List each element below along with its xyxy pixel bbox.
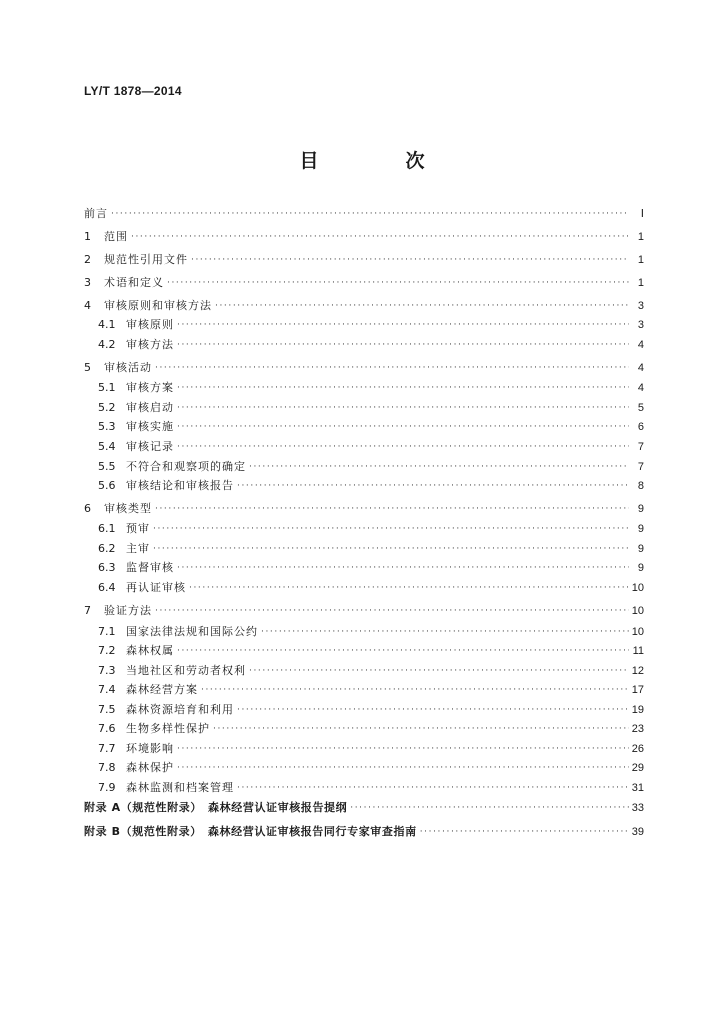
toc-entry[interactable] — [98, 660, 644, 678]
toc-leader-dots — [177, 742, 629, 756]
toc-leader-dots — [155, 361, 629, 375]
toc-entry-title: 审核记录 — [126, 440, 174, 453]
toc-entry[interactable] — [98, 314, 644, 332]
toc-leader-dots — [191, 253, 629, 267]
toc-entry-number: 6.2 — [98, 542, 116, 555]
toc-entry-title: 审核类型 — [104, 502, 152, 515]
toc-entry-page: 9 — [637, 523, 644, 535]
toc-entry-number: 7.9 — [98, 781, 116, 794]
toc-entry[interactable] — [98, 397, 644, 415]
toc-entry-page: 29 — [631, 762, 644, 774]
toc-entry[interactable] — [98, 538, 644, 556]
toc-leader-dots — [215, 299, 629, 313]
toc-entry-number: 6.4 — [98, 581, 116, 594]
toc-leader-dots — [153, 522, 629, 536]
toc-entry-page: 4 — [637, 339, 644, 351]
toc-leader-dots — [249, 664, 629, 678]
toc-entry[interactable] — [98, 577, 644, 595]
toc-entry-title: 前言 — [84, 207, 108, 220]
toc-entry-title: 审核原则 — [126, 318, 174, 331]
toc-leader-dots — [237, 703, 629, 717]
toc-leader-dots — [177, 420, 629, 434]
toc-leader-dots — [155, 502, 629, 516]
toc-entry[interactable] — [98, 699, 644, 717]
toc-entry-title: 范围 — [104, 230, 128, 243]
toc-entry-page: 1 — [637, 277, 644, 289]
toc-entry-page: 9 — [637, 562, 644, 574]
toc-leader-dots — [177, 338, 629, 352]
toc-entry-title: 不符合和观察项的确定 — [126, 460, 246, 473]
toc-entry-page: 1 — [637, 254, 644, 266]
toc-entry[interactable] — [84, 249, 644, 267]
toc-entry-number: 2 — [84, 253, 91, 266]
toc-entry[interactable] — [84, 295, 644, 313]
toc-entry-number: 7.8 — [98, 761, 116, 774]
toc-entry-title: 监督审核 — [126, 561, 174, 574]
toc-leader-dots — [177, 381, 629, 395]
toc-entry-title: 国家法律法规和国际公约 — [126, 625, 258, 638]
toc-leader-dots — [261, 625, 629, 639]
toc-entry-page: 9 — [637, 543, 644, 555]
toc-entry[interactable] — [98, 416, 644, 434]
toc-entry[interactable] — [98, 475, 644, 493]
standard-code: LY/T 1878—2014 — [84, 84, 182, 98]
toc-entry-page: 9 — [637, 503, 644, 515]
toc-entry-title: 附录 B（规范性附录） 森林经营认证审核报告同行专家审查指南 — [84, 825, 417, 838]
toc-leader-dots — [131, 230, 629, 244]
toc-entry-page: 19 — [631, 704, 644, 716]
toc-entry-page: 3 — [637, 300, 644, 312]
toc-entry[interactable] — [98, 757, 644, 775]
toc-entry-number: 5.4 — [98, 440, 116, 453]
toc-leader-dots — [177, 561, 629, 575]
toc-entry-title: 附录 A（规范性附录） 森林经营认证审核报告提纲 — [84, 801, 348, 814]
toc-entry-page: 33 — [631, 802, 644, 814]
toc-entry-title: 森林资源培育和利用 — [126, 703, 234, 716]
toc-entry-title: 审核结论和审核报告 — [126, 479, 234, 492]
toc-leader-dots — [237, 479, 629, 493]
toc-entry[interactable] — [98, 456, 644, 474]
toc-leader-dots — [201, 683, 629, 697]
toc-entry-number: 7.5 — [98, 703, 116, 716]
toc-entry[interactable] — [84, 797, 644, 815]
toc-entry-title: 规范性引用文件 — [104, 253, 188, 266]
toc-entry-number: 7.6 — [98, 722, 116, 735]
toc-entry-number: 6.1 — [98, 522, 116, 535]
toc-entry-page: 12 — [631, 665, 644, 677]
toc-entry-title: 生物多样性保护 — [126, 722, 210, 735]
toc-entry-number: 6.3 — [98, 561, 116, 574]
toc-entry-page: 26 — [631, 743, 644, 755]
toc-entry[interactable] — [98, 738, 644, 756]
toc-entry-number: 1 — [84, 230, 91, 243]
toc-entry-number: 5.3 — [98, 420, 116, 433]
toc-entry[interactable] — [98, 436, 644, 454]
toc-entry-title: 审核活动 — [104, 361, 152, 374]
toc-leader-dots — [167, 276, 629, 290]
toc-entry-number: 4.2 — [98, 338, 116, 351]
toc-entry-title: 当地社区和劳动者权利 — [126, 664, 246, 677]
toc-entry[interactable] — [98, 334, 644, 352]
toc-entry-number: 4.1 — [98, 318, 116, 331]
toc-entry-number: 7.7 — [98, 742, 116, 755]
toc-entry-page: 7 — [637, 461, 644, 473]
toc-entry-number: 4 — [84, 299, 91, 312]
toc-entry[interactable] — [84, 821, 644, 839]
toc-entry[interactable] — [98, 718, 644, 736]
toc-entry[interactable] — [98, 777, 644, 795]
toc-entry-number: 7.4 — [98, 683, 116, 696]
toc-entry-number: 7.1 — [98, 625, 116, 638]
toc-leader-dots — [177, 644, 629, 658]
toc-entry-page: 7 — [637, 441, 644, 453]
toc-entry[interactable] — [98, 621, 644, 639]
toc-entry-page: 17 — [631, 684, 644, 696]
toc-entry-page: 1 — [637, 231, 644, 243]
toc-entry-title: 主审 — [126, 542, 150, 555]
toc-entry-number: 6 — [84, 502, 91, 515]
toc-entry-title: 审核方案 — [126, 381, 174, 394]
toc-leader-dots — [111, 207, 629, 221]
toc-entry-title: 审核启动 — [126, 401, 174, 414]
toc-entry-page: 10 — [631, 626, 644, 638]
toc-leader-dots — [155, 604, 629, 618]
toc-leader-dots — [420, 825, 629, 839]
toc-entry-number: 5.2 — [98, 401, 116, 414]
toc-leader-dots — [177, 440, 629, 454]
toc-entry[interactable] — [98, 679, 644, 697]
toc-entry-page: 5 — [637, 402, 644, 414]
toc-leader-dots — [153, 542, 629, 556]
toc-entry-number: 5.1 — [98, 381, 116, 394]
toc-leader-dots — [189, 581, 629, 595]
toc-entry-title: 森林经营方案 — [126, 683, 198, 696]
toc-entry-title: 森林权属 — [126, 644, 174, 657]
toc-entry[interactable] — [98, 518, 644, 536]
toc-entry[interactable] — [84, 357, 644, 375]
toc-entry-page: 39 — [631, 826, 644, 838]
toc-entry-page: 4 — [637, 382, 644, 394]
toc-entry[interactable] — [84, 498, 644, 516]
toc-entry-title: 审核实施 — [126, 420, 174, 433]
toc-entry-number: 5 — [84, 361, 91, 374]
toc-entry[interactable] — [98, 557, 644, 575]
toc-leader-dots — [213, 722, 629, 736]
toc-entry-number: 3 — [84, 276, 91, 289]
toc-entry-number: 5.6 — [98, 479, 116, 492]
toc-entry-title: 验证方法 — [104, 604, 152, 617]
toc-leader-dots — [237, 781, 629, 795]
toc-entry-page: 11 — [632, 645, 644, 657]
toc-entry-title: 审核原则和审核方法 — [104, 299, 212, 312]
toc-entry[interactable] — [98, 377, 644, 395]
toc-entry[interactable] — [84, 203, 644, 221]
page-title: 目 次 — [299, 150, 459, 172]
toc-leader-dots — [177, 318, 629, 332]
toc-entry-title: 再认证审核 — [126, 581, 186, 594]
toc-entry-page: 6 — [637, 421, 644, 433]
toc-leader-dots — [249, 460, 629, 474]
toc-entry-page: 31 — [631, 782, 644, 794]
toc-entry-title: 预审 — [126, 522, 150, 535]
toc-entry[interactable] — [98, 640, 644, 658]
toc-entry-page: 10 — [631, 582, 644, 594]
toc-entry-number: 7.3 — [98, 664, 116, 677]
toc-entry-title: 环境影响 — [126, 742, 174, 755]
toc-leader-dots — [177, 401, 629, 415]
toc-entry-page: 10 — [631, 605, 644, 617]
toc-entry[interactable] — [84, 272, 644, 290]
toc-entry-number: 7.2 — [98, 644, 116, 657]
toc-entry-page: Ⅰ — [640, 208, 644, 220]
toc-entry-number: 5.5 — [98, 460, 116, 473]
toc-entry-page: 8 — [637, 480, 644, 492]
toc-entry-page: 4 — [637, 362, 644, 374]
toc-entry-title: 森林保护 — [126, 761, 174, 774]
toc-entry-page: 3 — [637, 319, 644, 331]
toc-entry-number: 7 — [84, 604, 91, 617]
toc-leader-dots — [350, 801, 629, 815]
toc-entry-title: 术语和定义 — [104, 276, 164, 289]
toc-entry[interactable] — [84, 226, 644, 244]
toc-entry-page: 23 — [631, 723, 644, 735]
toc-entry-title: 森林监测和档案管理 — [126, 781, 234, 794]
toc-entry-title: 审核方法 — [126, 338, 174, 351]
toc-leader-dots — [177, 761, 629, 775]
toc-entry[interactable] — [84, 600, 644, 618]
